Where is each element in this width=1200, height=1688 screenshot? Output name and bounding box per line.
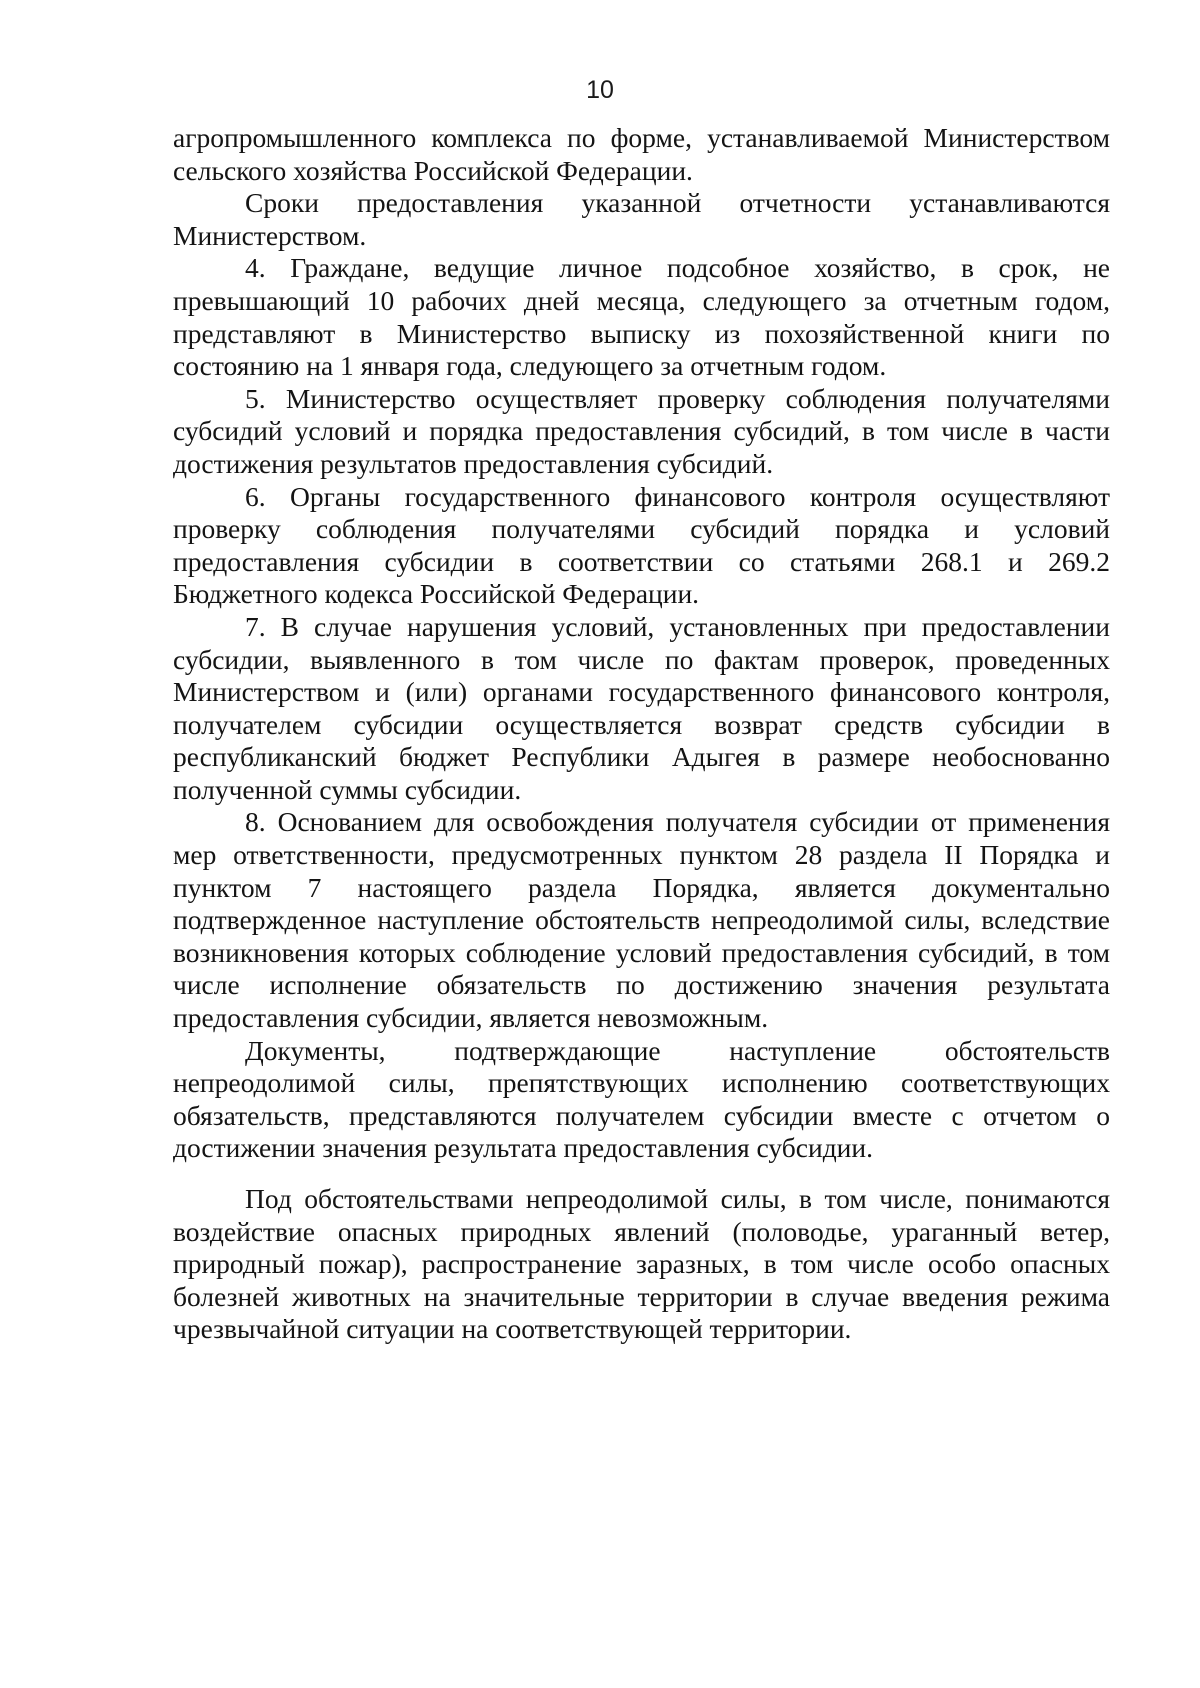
paragraph-continuation: агропромышленного комплекса по форме, устанавливаемой Министерством сельского хозяйства Российской Федерации. <box>173 122 1110 186</box>
page-number: 10 <box>586 76 614 104</box>
document-body <box>173 122 1110 1346</box>
paragraph-item-7: 7. В случае нарушения условий, установленных при предоставлении субсидии, выявленного в том числе по фактам проверок, проведенных Министерством и (или) органами государственного финансового контроля, получателем субсидии осуществляется возврат средств субсидии в республиканский бюджет Республики Адыгея в размере необоснованно полученной суммы субсидии. <box>173 610 1110 805</box>
paragraph-reporting-deadlines: Сроки предоставления указанной отчетности устанавливаются Министерством. <box>173 187 1110 251</box>
paragraph-item-4: 4. Граждане, ведущие личное подсобное хозяйство, в срок, не превышающий 10 рабочих дней месяца, следующего за отчетным годом, представляют в Министерство выписку из похозяйственной книги по состоянию на 1 января года, следующего за отчетным годом. <box>173 252 1110 382</box>
paragraph-item-5: 5. Министерство осуществляет проверку соблюдения получателями субсидий условий и порядка предоставления субсидий, в том числе в части достижения результатов предоставления субсидий. <box>173 382 1110 479</box>
paragraph-item-6: 6. Органы государственного финансового контроля осуществляют проверку соблюдения получателями субсидий порядка и условий предоставления субсидии в соответствии со статьями 268.1 и 269.2 Бюджетного кодекса Российской Федерации. <box>173 480 1110 610</box>
paragraph-force-majeure-definition: Под обстоятельствами непреодолимой силы, в том числе, понимаются воздействие опасных природных явлений (половодье, ураганный ветер, природный пожар), распространение заразных, в том числе особо опасных болезней животных на значительные территории в случае введения режима чрезвычайной ситуации на соответствующей территории. <box>173 1183 1110 1345</box>
paragraph-force-majeure-documents: Документы, подтверждающие наступление обстоятельств непреодолимой силы, препятствующих исполнению соответствующих обязательств, представляются получателем субсидии вместе с отчетом о достижении значения результата предоставления субсидии. <box>173 1034 1110 1164</box>
paragraph-item-8: 8. Основанием для освобождения получателя субсидии от применения мер ответственности, предусмотренных пунктом 28 раздела II Порядка и пунктом 7 настоящего раздела Порядка, является документально подтвержденное наступление обстоятельств непреодолимой силы, вследствие возникновения которых соблюдение условий предоставления субсидий, в том числе исполнение обязательств по достижению значения результата предоставления субсидии, является невозможным. <box>173 806 1110 1034</box>
